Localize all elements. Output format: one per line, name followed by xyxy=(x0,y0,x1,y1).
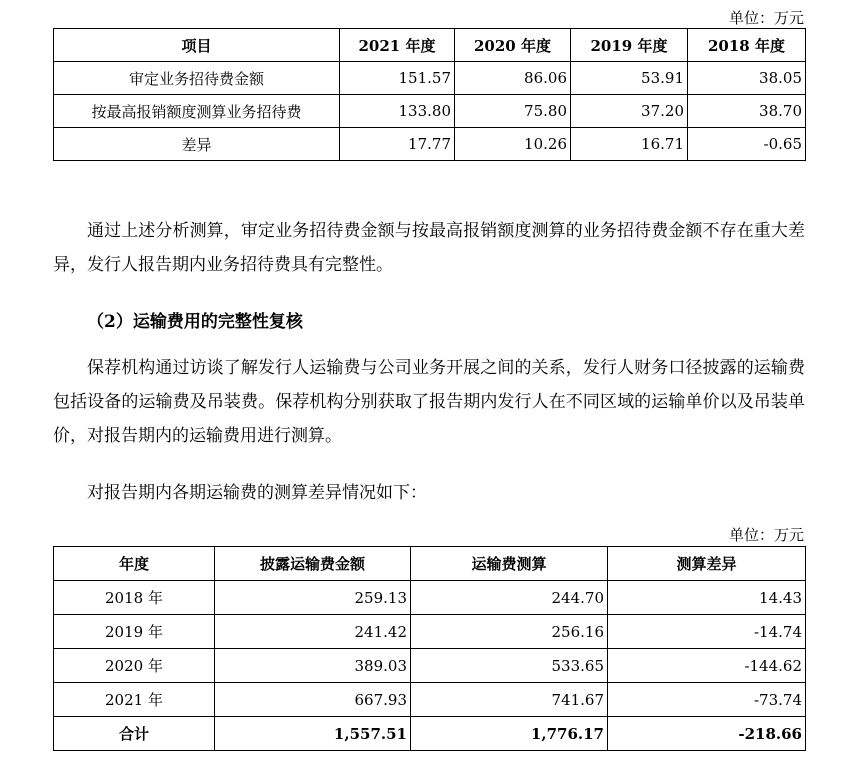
table2-unit: 单位：万元 xyxy=(728,526,804,544)
value-cell: 256.16 xyxy=(411,615,608,649)
table-row xyxy=(54,683,806,717)
table-row xyxy=(54,649,806,683)
header-cell: 2020 年度 xyxy=(455,29,571,62)
total-row xyxy=(54,717,806,751)
value-cell: 741.67 xyxy=(411,683,608,717)
table-row xyxy=(54,95,806,128)
paragraph-transport-method: 保荐机构通过访谈了解发行人运输费与公司业务开展之间的关系，发行人财务口径披露的运输费包括设备的运输费及吊装费。保荐机构分别获取了报告期内发行人在不同区域的运输单价以及吊装单价，对报告期内的运输费用进行测算。 xyxy=(53,358,805,446)
row-label: 2019 年 xyxy=(54,615,215,649)
header-cell: 年度 xyxy=(54,547,215,581)
table-row xyxy=(54,128,806,161)
value-cell: 667.93 xyxy=(215,683,411,717)
paragraph-table-intro: 对报告期内各期运输费的测算差异情况如下： xyxy=(87,483,427,503)
transport-fee-table xyxy=(53,546,806,751)
value-cell: -144.62 xyxy=(608,649,806,683)
value-cell: 17.77 xyxy=(340,128,455,161)
value-cell: -73.74 xyxy=(608,683,806,717)
value-cell: 14.43 xyxy=(608,581,806,615)
row-label: 2020 年 xyxy=(54,649,215,683)
value-cell: 38.70 xyxy=(688,95,806,128)
value-cell: 86.06 xyxy=(455,62,571,95)
header-cell: 2021 年度 xyxy=(340,29,455,62)
value-cell: 241.42 xyxy=(215,615,411,649)
table-header-row xyxy=(54,29,806,62)
row-label: 2021 年 xyxy=(54,683,215,717)
row-label: 2018 年 xyxy=(54,581,215,615)
section-heading: （2）运输费用的完整性复核 xyxy=(87,312,303,332)
row-label: 按最高报销额度测算业务招待费 xyxy=(54,95,340,128)
value-cell: 37.20 xyxy=(571,95,688,128)
header-cell: 2019 年度 xyxy=(571,29,688,62)
value-cell: 16.71 xyxy=(571,128,688,161)
business-entertainment-table xyxy=(53,28,806,161)
value-cell: 151.57 xyxy=(340,62,455,95)
header-cell: 运输费测算 xyxy=(411,547,608,581)
value-cell: 53.91 xyxy=(571,62,688,95)
value-cell: 533.65 xyxy=(411,649,608,683)
table-row xyxy=(54,581,806,615)
value-cell: 38.05 xyxy=(688,62,806,95)
table-row xyxy=(54,615,806,649)
value-cell: 389.03 xyxy=(215,649,411,683)
table-header-row xyxy=(54,547,806,581)
header-cell: 披露运输费金额 xyxy=(215,547,411,581)
value-cell: 75.80 xyxy=(455,95,571,128)
value-cell: 10.26 xyxy=(455,128,571,161)
value-cell: 244.70 xyxy=(411,581,608,615)
row-label: 差异 xyxy=(54,128,340,161)
header-cell: 2018 年度 xyxy=(688,29,806,62)
table-row xyxy=(54,62,806,95)
total-value-cell: -218.66 xyxy=(608,717,806,751)
total-value-cell: 1,557.51 xyxy=(215,717,411,751)
value-cell: 259.13 xyxy=(215,581,411,615)
header-cell: 测算差异 xyxy=(608,547,806,581)
value-cell: 133.80 xyxy=(340,95,455,128)
table1-unit: 单位：万元 xyxy=(728,9,804,27)
header-cell: 项目 xyxy=(54,29,340,62)
total-label: 合计 xyxy=(54,717,215,751)
paragraph-conclusion: 通过上述分析测算，审定业务招待费金额与按最高报销额度测算的业务招待费金额不存在重大差异，发行人报告期内业务招待费具有完整性。 xyxy=(53,221,805,275)
total-value-cell: 1,776.17 xyxy=(411,717,608,751)
row-label: 审定业务招待费金额 xyxy=(54,62,340,95)
value-cell: -14.74 xyxy=(608,615,806,649)
value-cell: -0.65 xyxy=(688,128,806,161)
